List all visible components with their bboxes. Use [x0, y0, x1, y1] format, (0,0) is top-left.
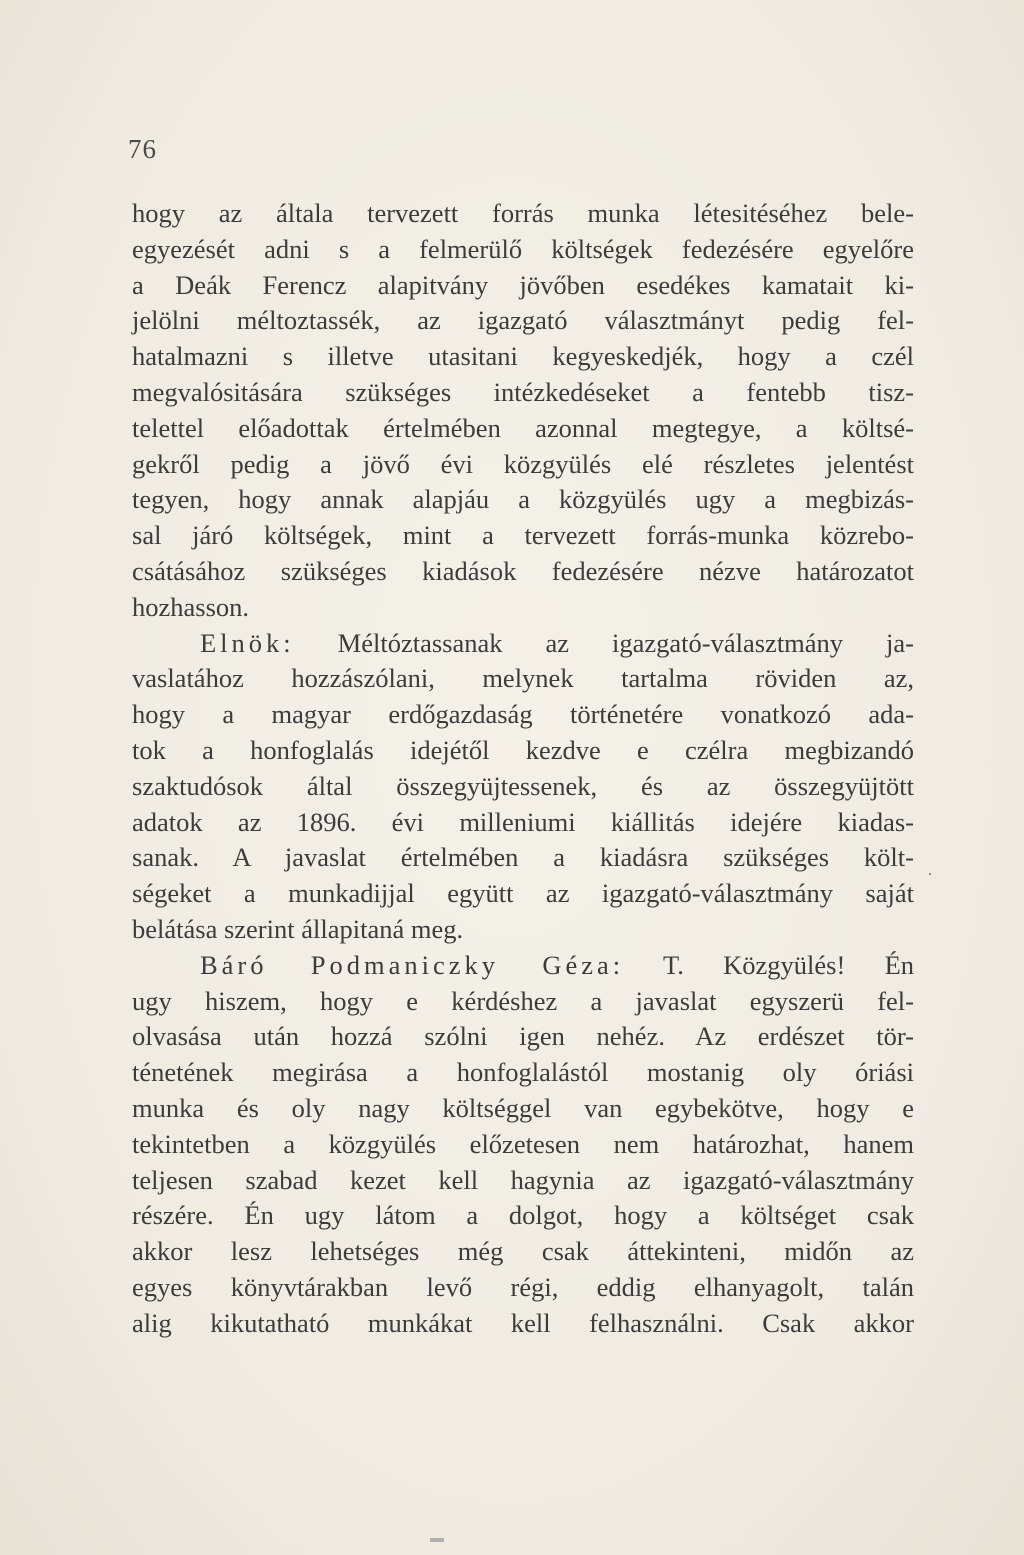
speaker-line — [132, 948, 914, 984]
print-mark — [430, 1538, 444, 1542]
text-line: egyes könyvtárakban levő régi, eddig elhanyagolt, talán — [132, 1271, 914, 1302]
text-line: csátásához szükséges kiadások fedezésére nézve határozatot — [132, 555, 914, 586]
text-line: ségeket a munkadijjal együtt az igazgató-választmány saját — [132, 878, 914, 909]
text-line: telettel előadottak értelmében azonnal megtegye, a költsé- — [132, 412, 914, 443]
text-line: ugy hiszem, hogy e kérdéshez a javaslat egyszerü fel- — [132, 985, 914, 1016]
text-line: ténetének megirása a honfoglalástól mostanig oly óriási — [132, 1057, 914, 1088]
text-line: olvasása után hozzá szólni igen nehéz. Az erdészet tör- — [132, 1021, 914, 1052]
text-line: részére. Én ugy látom a dolgot, hogy a költséget csak — [132, 1200, 914, 1231]
text-line: teljesen szabad kezet kell hagynia az igazgató-választmány — [132, 1164, 914, 1195]
text-line: hogy az általa tervezett forrás munka létesitéséhez bele- — [132, 198, 914, 228]
text-line: sanak. A javaslat értelmében a kiadásra szükséges költ- — [132, 842, 914, 873]
text-line: sal járó költségek, mint a tervezett forrás-munka közrebo- — [132, 520, 914, 551]
speaker-name: Elnök: — [200, 627, 295, 658]
text-line: hozhasson. — [132, 591, 250, 622]
text-line: hogy a magyar erdőgazdaság történetére vonatkozó ada- — [132, 699, 914, 730]
margin-mark: . — [928, 862, 932, 879]
text-line: akkor lesz lehetséges még csak áttekinteni, midőn az — [132, 1236, 914, 1267]
speaker-line-text: T. Közgyülés! Én — [662, 949, 915, 980]
page-body-text — [132, 196, 914, 1342]
text-line: egyezését adni s a felmerülő költségek fedezésére egyelőre — [132, 233, 914, 264]
text-line: tekintetben a közgyülés előzetesen nem határozhat, hanem — [132, 1128, 914, 1159]
text-line: vaslatához hozzászólani, melynek tartalma röviden az, — [132, 663, 914, 694]
text-line: belátása szerint állapitaná meg. — [132, 913, 464, 944]
text-line: alig kikutatható munkákat kell felhasználni. Csak akkor — [132, 1307, 914, 1338]
text-line: gekről pedig a jövő évi közgyülés elé részletes jelentést — [132, 448, 914, 479]
text-line: a Deák Ferencz alapitvány jövőben esedékes kamatait ki- — [132, 269, 914, 300]
text-line: megvalósitására szükséges intézkedéseket a fentebb tisz- — [132, 376, 914, 407]
speaker-line-text: Méltóztassanak az igazgató-választmány ja- — [337, 627, 915, 658]
text-line: szaktudósok által összegyüjtessenek, és az összegyüjtött — [132, 770, 914, 801]
text-line: tok a honfoglalás idejétől kezdve e czélra megbizandó — [132, 734, 914, 765]
text-line: adatok az 1896. évi milleniumi kiállitás idejére kiadas- — [132, 806, 914, 837]
text-line: hatalmazni s illetve utasitani kegyeskedjék, hogy a czél — [132, 341, 914, 372]
text-line: munka és oly nagy költséggel van egybekötve, hogy e — [132, 1092, 914, 1123]
page-number: 76 — [128, 134, 157, 164]
speaker-line — [132, 626, 914, 662]
text-line: tegyen, hogy annak alapjáu a közgyülés ugy a megbizás- — [132, 484, 914, 515]
text-line: jelölni méltoztassék, az igazgató választmányt pedig fel- — [132, 305, 914, 336]
speaker-name: Báró Podmaniczky Géza: — [200, 949, 625, 980]
